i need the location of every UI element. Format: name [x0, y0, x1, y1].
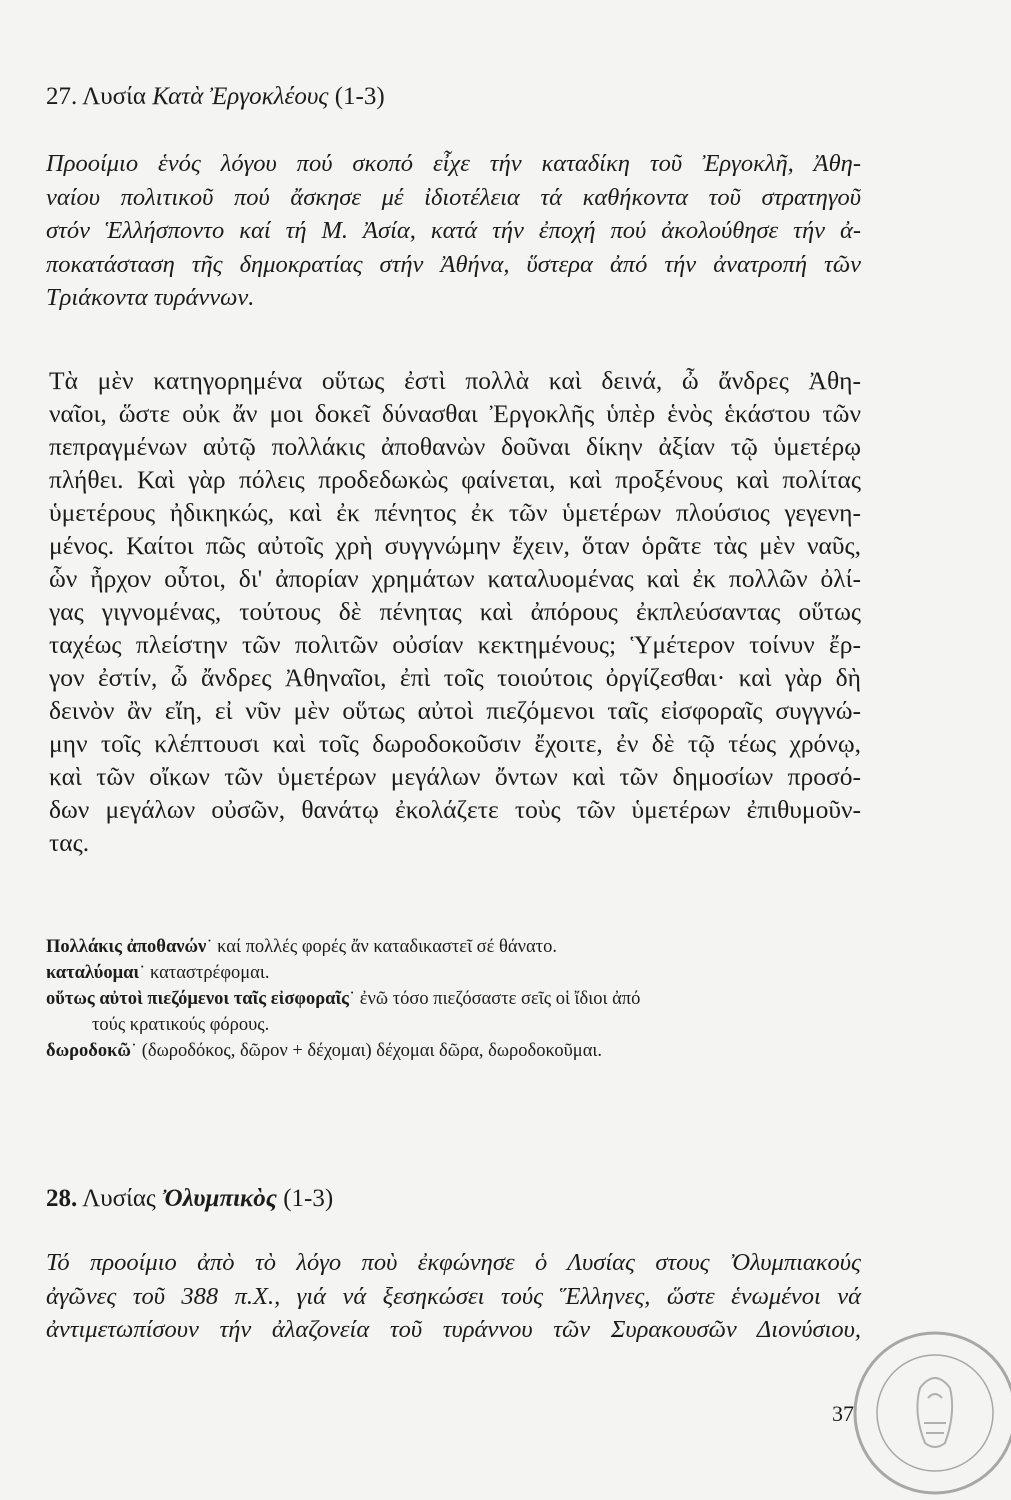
text-line: δων μεγάλων οὐσῶν, θανάτῳ ἐκολάζετε τοὺς τῶν ὑμετέρων ἐπιθυμοῦν-	[49, 795, 861, 824]
intro-line: ναίου πολιτικοῦ πού ἄσκησε μέ ἰδιοτέλεια τά καθήκοντα τοῦ στρατηγοῦ	[46, 183, 861, 211]
intro-line: στόν Ἑλλήσποντο καί τή Μ. Ἀσία, κατά τήν ἐποχή πού ἀκολούθησε τήν ἀ-	[46, 217, 861, 244]
text-line: καὶ τῶν οἴκων τῶν ὑμετέρων μεγάλων ὄντων καὶ τῶν δημοσίων προσό-	[49, 762, 861, 791]
text-line: γον ἐστίν, ὦ ἄνδρες Ἀθηναῖοι, ἐπὶ τοῖς τοιούτοις ὀργίζεσθαι· καὶ γὰρ δὴ	[49, 663, 861, 692]
text-line: μην τοῖς κλέπτουσι καὶ τοῖς δωροδοκοῦσιν ἔχοιτε, ἐν δὲ τῷ τέως χρόνῳ,	[49, 729, 861, 758]
section-28-intro	[46, 1246, 861, 1347]
intro-line: ἀντιμετωπίσουν τήν ἀλαζονεία τοῦ τυράννου τῶν Συρακουσῶν Διονύσιου,	[46, 1316, 861, 1343]
text-line: τας.	[49, 828, 90, 857]
chapter-range: (1-3)	[334, 83, 385, 110]
note-term: οὕτως αὐτοὶ πιεζόμενοι ταῖς εἰσφοραῖς	[46, 989, 349, 1009]
author-name: Λυσία	[82, 83, 146, 110]
work-title: Κατὰ Ἐργοκλέους	[152, 83, 329, 110]
note-term: καταλύομαι	[46, 963, 140, 983]
text-line: ὧν ἦρχον οὗτοι, δι' ἀπορίαν χρημάτων καταλυομένας καὶ ἐκ πολλῶν ὀλί-	[49, 564, 861, 593]
intro-line: ποκατάσταση τῆς δημοκρατίας στήν Ἀθήνα, ὕστερα ἀπό τήν ἀνατροπή τῶν	[46, 250, 861, 278]
intro-line: Τό προοίμιο ἀπὸ τὸ λόγο ποὺ ἐκφώνησε ὁ Λυσίας στους Ὀλυμπιακούς	[46, 1249, 861, 1276]
note-text: ˙ ἐνῶ τόσο πιεζόσαστε σεῖς οἱ ἴδιοι ἀπό	[348, 989, 641, 1009]
text-line: γας γιγνομένας, τούτους δὲ πένητας καὶ ἀπόρους ἐκπλεύσαντας οὕτως	[49, 597, 861, 626]
note-item	[46, 1038, 876, 1064]
page-number: 37	[832, 1401, 854, 1426]
work-title: Ὀλυμπικὸς	[162, 1185, 277, 1212]
note-item	[46, 986, 876, 1012]
text-line: ὑμετέρους ἠδικηκώς, καὶ ἐκ πένητος ἐκ τῶν ὑμετέρων πλούσιος γεγενη-	[49, 498, 861, 527]
note-term: δωροδοκῶ	[46, 1041, 131, 1061]
section-number: 27.	[46, 83, 78, 110]
chapter-range: (1-3)	[283, 1185, 334, 1212]
note-item	[46, 934, 876, 960]
library-stamp-icon	[850, 1328, 1011, 1498]
note-item	[46, 960, 876, 986]
note-text: ˙ (δωροδόκος, δῶρον + δέχομαι) δέχομαι δῶρα, δωροδοκοῦμαι.	[130, 1041, 602, 1061]
note-text: ˙ καταστρέφομαι.	[139, 963, 270, 983]
text-line: δεινὸν ἂν εἴη, εἰ νῦν μὲν οὕτως αὐτοὶ πιεζόμενοι ταῖς εἰσφοραῖς συγγνώ-	[49, 696, 861, 725]
note-term: Πολλάκις ἀποθανών	[46, 937, 207, 957]
section-27-notes	[46, 934, 876, 1064]
note-text: τούς κρατικούς φόρους.	[92, 1015, 270, 1035]
section-28-heading	[46, 1184, 333, 1214]
text-line: μένος. Καίτοι πῶς αὐτοῖς χρὴ συγγνώμην ἔχειν, ὅταν ὁρᾶτε τὰς μὲν ναῦς,	[49, 531, 861, 560]
section-27-intro	[46, 147, 861, 315]
note-text: ˙ καί πολλές φορές ἄν καταδικαστεῖ σέ θάνατο.	[206, 937, 557, 957]
intro-line: Προοίμιο ἑνός λόγου πού σκοπό εἶχε τήν καταδίκη τοῦ Ἐργοκλῆ, Ἀθη-	[46, 150, 861, 177]
section-27-greek-text	[49, 364, 861, 859]
text-line: Τὰ μὲν κατηγορημένα οὕτως ἐστὶ πολλὰ καὶ δεινά, ὦ ἄνδρες Ἀθη-	[49, 366, 861, 395]
text-line: ταχέως πλείστην τῶν πολιτῶν οὐσίαν κεκτημένους; Ὑμέτερον τοίνυν ἔρ-	[49, 630, 861, 659]
section-27-heading	[46, 82, 385, 112]
text-line: πεπραγμένων αὐτῷ πολλάκις ἀποθανὼν δοῦναι δίκην ἀξίαν τῷ ὑμετέρῳ	[49, 432, 861, 461]
note-continuation	[46, 1012, 876, 1038]
text-line: πλήθει. Καὶ γὰρ πόλεις προδεδωκὼς φαίνεται, καὶ προξένους καὶ πολίτας	[49, 465, 861, 494]
intro-line: ἀγῶνες τοῦ 388 π.Χ., γιά νά ξεσηκώσει τούς Ἕλληνες, ὥστε ἑνωμένοι νά	[46, 1282, 861, 1310]
intro-line: Τριάκοντα τυράννων.	[46, 284, 255, 311]
author-name: Λυσίας	[82, 1185, 156, 1212]
text-line: ναῖοι, ὥστε οὐκ ἄν μοι δοκεῖ δύνασθαι Ἐργοκλῆς ὑπὲρ ἑνὸς ἑκάστου τῶν	[49, 399, 861, 428]
section-number: 28.	[46, 1185, 78, 1212]
